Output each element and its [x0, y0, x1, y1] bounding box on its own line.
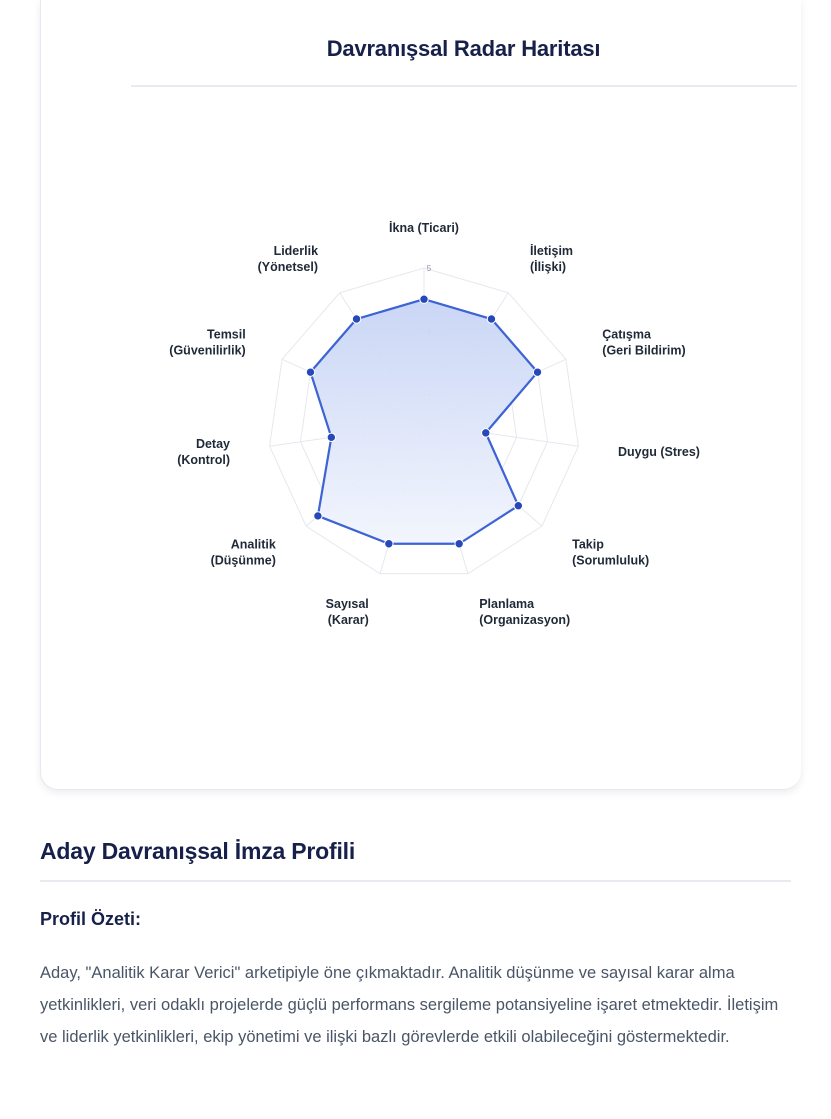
- data-point-4: [482, 429, 490, 437]
- axis-label-5: Takip (Sorumluluk): [572, 537, 650, 568]
- summary-label: Profil Özeti:: [40, 909, 142, 929]
- data-point-1: [420, 295, 428, 303]
- section-divider: [40, 880, 791, 882]
- data-point-10: [306, 368, 314, 376]
- axis-label-7: Sayısal (Karar): [325, 597, 369, 628]
- axis-label-9: Detay (Kontrol): [177, 436, 230, 467]
- data-point-6: [455, 540, 463, 548]
- axis-label-1: İkna (Ticari): [389, 221, 459, 235]
- data-point-3: [533, 368, 541, 376]
- profile-heading: Aday Davranışsal İmza Profili: [40, 838, 356, 864]
- tick-label-5: 5: [426, 264, 432, 273]
- axis-label-2: İletişim (İlişki): [529, 244, 574, 275]
- card-title: Davranışsal Radar Haritası: [326, 36, 601, 61]
- series-area: [310, 299, 537, 544]
- axis-label-11: Liderlik (Yönetsel): [257, 244, 319, 275]
- axis-label-4: Duygu (Stres): [618, 444, 700, 459]
- data-point-2: [487, 315, 495, 323]
- data-point-8: [314, 512, 322, 520]
- radar-chart: [41, 0, 801, 789]
- axis-label-6: Planlama (Organizasyon): [479, 597, 571, 628]
- axis-label-8: Analitik (Düşünme): [210, 537, 276, 568]
- data-point-7: [385, 540, 393, 548]
- axis-label-10: Temsil (Güvenilirlik): [169, 327, 246, 358]
- data-point-11: [352, 315, 360, 323]
- axis-label-3: Çatışma (Geri Bildirim): [602, 327, 686, 358]
- data-point-5: [514, 502, 522, 510]
- data-point-9: [327, 433, 335, 441]
- summary-text: Aday, "Analitik Karar Verici" arketipiyle öne çıkmaktadır. Analitik düşünme ve sayısal karar alma yetkinlikleri, veri odaklı projelerde güçlü performans sergileme potansiyeline işaret etmektedir. İletişim ve liderlik yetkinlikleri, ekip yönetimi ve ilişki bazlı görevlerde etkili olabileceğini göstermektedir.: [40, 964, 779, 1046]
- radar-card: [40, 0, 801, 790]
